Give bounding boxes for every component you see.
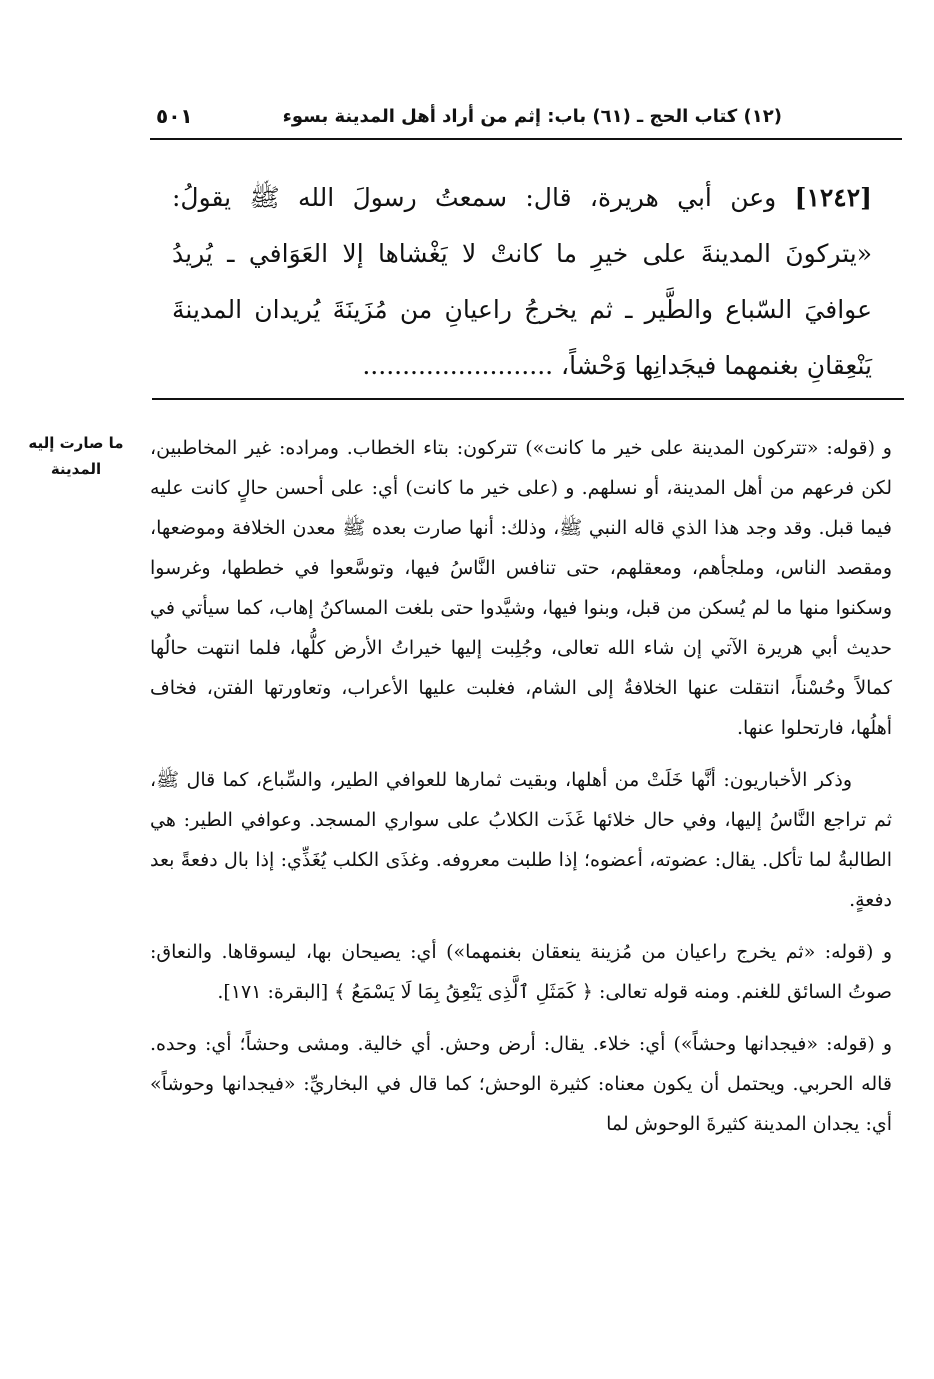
page-number: ٥٠١ (156, 104, 193, 128)
hadith-text (172, 170, 872, 394)
commentary (150, 428, 892, 1156)
commentary-paragraph: و (قوله: «فيجدانها وحشاً») أي: خلاء. يقال: أرض وحش. أي خالية. ومشى وحشاً؛ أي: وحده. قاله الحربي. ويحتمل أن يكون معناه: كثيرة الوحش؛ كما قال في البخاريِّ: «فيجدانها وحوشاً» أي: يجدان المدينة كثيرةَ الوحوش لما (150, 1033, 892, 1135)
margin-note: ما صارت إليه المدينة (28, 434, 124, 478)
running-header (150, 102, 900, 136)
hadith-body: «يتركونَ المدينةَ على خيرِ ما كانتْ لا يَغْشاها إلا العَوَافي ـ يُريدُ عوافيَ السّباع والطَّير ـ ثم يخرجُ راعيانِ من مُزَينَةَ يُريدان المدينةَ يَنْعِقانِ بغنمهما فيجَدانِها وَحْشاً، (172, 239, 872, 380)
running-title: (١٢) كتاب الحج ـ (٦١) باب: إثم من أراد أهل المدينة بسوء (282, 106, 782, 127)
section-rule (152, 398, 904, 400)
ellipsis-dots: ........................ (362, 351, 554, 380)
commentary-paragraph: و (قوله: «تتركون المدينة على خير ما كانت») تتركون: بتاء الخطاب. ومراده: غير المخاطبين، لكن فرعهم من أهل المدينة، أو نسلهم. و (على خير ما كانت) أي: على أحسن حالٍ كانت عليه فيما قبل. وقد وجد هذا الذي قاله النبي ﷺ، وذلك: أنها صارت بعده ﷺ معدن الخلافة وموضعها، ومقصد الناس، وملجأهم، ومعقلهم، حتى تنافس النَّاسُ فيها، وتوسَّعوا في خططها، وغرسوا وسكنوا منها ما لم يُسكن من قبل، وبنوا فيها، وشيَّدوا حتى بلغت المساكنُ إهاب، كما سيأتي في حديث أبي هريرة الآتي إن شاء الله تعالى، وجُلِبت إليها خيراتُ الأرض كلُّها، فلما انتهت حالُها كمالاً وحُسْناً، انتقلت عنها الخلافةُ إلى الشام، فغلبت عليها الأعراب، وتعاورتها الفتن، فخاف أهلُها، فارتحلوا عنها. (150, 437, 892, 739)
hadith-number: [١٢٤٢] (794, 183, 873, 212)
header-rule (150, 138, 902, 140)
commentary-paragraph: و (قوله: «ثم يخرج راعيان من مُزينة ينعقان بغنمهما») أي: يصيحان بها، ليسوقاها. والنعاق: صوتُ السائق للغنم. ومنه قوله تعالى: ﴿ كَمَثَلِ ٱلَّذِى يَنْعِقُ بِمَا لَا يَسْمَعُ ﴾ [البقرة: ١٧١]. (150, 941, 892, 1003)
commentary-paragraph: وذكر الأخباريون: أنَّها خَلَتْ من أهلها، وبقيت ثمارها للعوافي الطير، والسِّباع، كما قال ﷺ، ثم تراجع النَّاسُ إليها، وفي حال خلائها غَذَت الكلابُ على سواري المسجد. وعوافي الطير: هي الطالبةُ لما تأكل. يقال: عضوته، أعضوه؛ إذا طلبت معروفه. وغذَى الكلب يُغَذِّي: إذا بال دفعةً بعد دفعةٍ. (150, 769, 892, 911)
hadith-intro: وعن أبي هريرة، قال: سمعتُ رسولَ الله ﷺ يقولُ: (172, 183, 777, 212)
